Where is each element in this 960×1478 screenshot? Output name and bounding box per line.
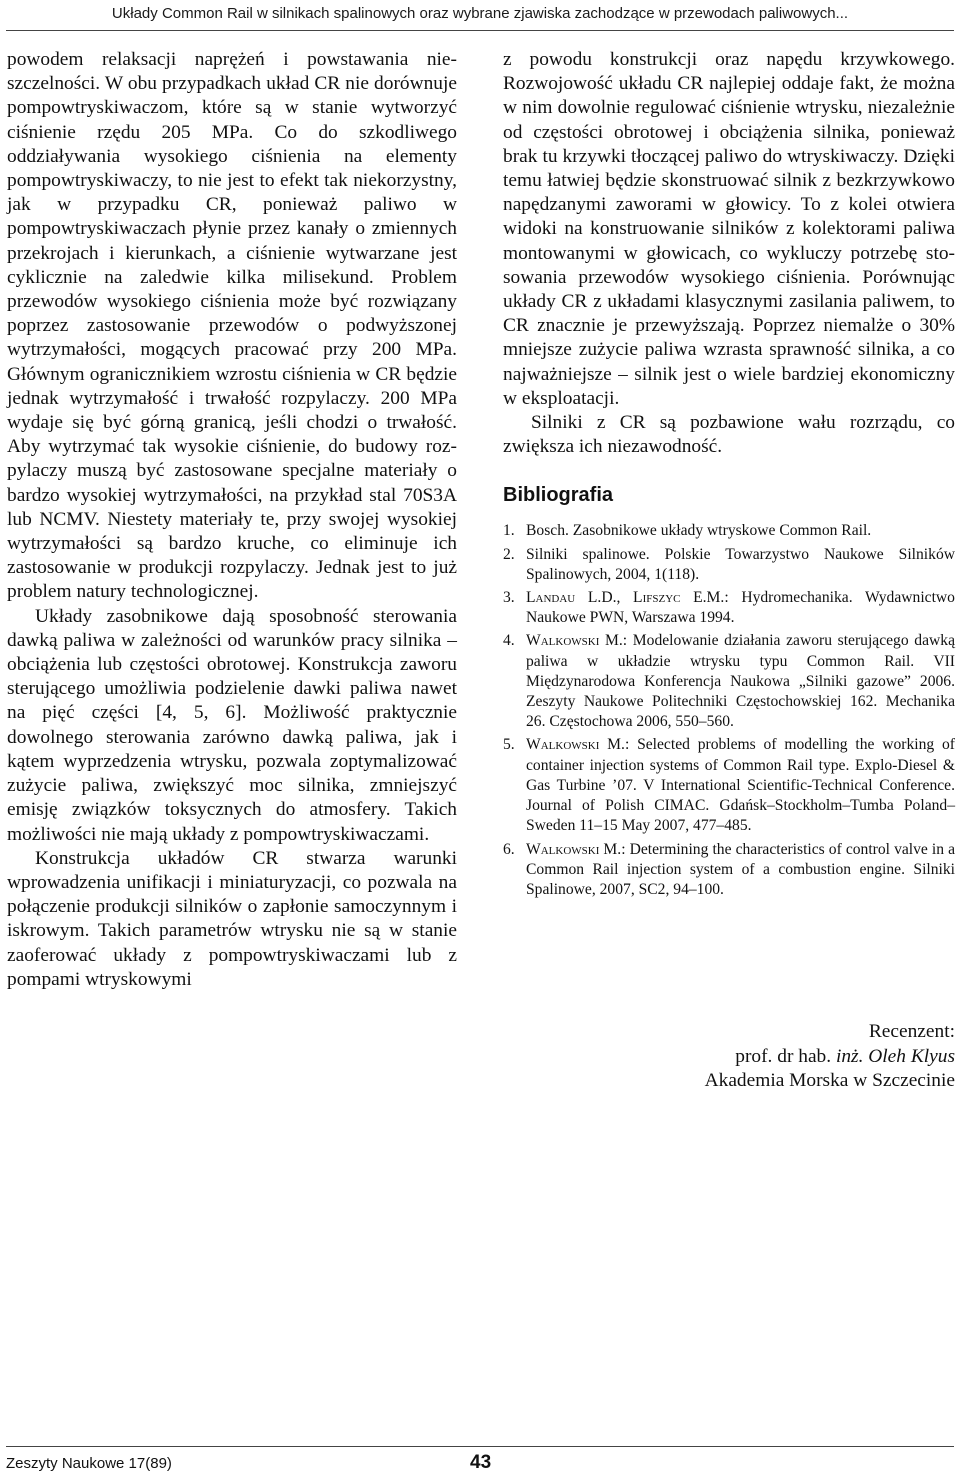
body-paragraph: Silniki z CR są pozbawione wału rozrządu, co zwiększa ich niezawodność. [503,412,955,458]
bibliography-item [503,588,955,628]
bibliography-text: : Hydromechanika. Wydawnictwo Naukowe PWN, Warszawa 1994. [526,589,955,627]
reviewer-affiliation: Akademia Morska w Szczecinie [704,1070,955,1091]
bibliography-author: Walkowski M. [526,840,622,858]
bibliography-item [503,735,955,836]
bibliography-list [503,521,955,900]
bibliography-item [503,545,955,585]
left-column [7,48,457,992]
bibliography-text: Silniki spalinowe. Polskie Towarzystwo Naukowe Silników Spalinowych, 2004, 1(118). [526,545,955,583]
bibliography-number: 4. [503,632,515,650]
reviewer-title: prof. dr hab. [735,1045,836,1067]
bibliography-text: Bosch. Zasobnikowe układy wtryskowe Common Rail. [526,522,872,540]
body-paragraph: Układy zasobnikowe dają sposobność sterowania dawką paliwa w zależności od warunków pracy silnika – obciążenia lub częstości obrotowej. Konstrukcja zaworu sterującego umożliwia podzielenie dawki paliwa nawet na pięć części [4, 5, 6]. Możliwość praktycznie dowolnego sterowania zarówno dawką paliwa, jak i kątem wyprzedzenia wtrysku, pozwala zoptymalizować zużycie paliwa, zwiększyć moc silnika, zmniejszyć emisję związków toksycznych do atmosfery. Takich możliwości nie mają układy z pompowtryskiwaczami. [7,605,457,845]
bibliography-item [503,521,955,541]
body-paragraph: Konstrukcja układów CR stwarza warunki wprowadzenia unifikacji i miniaturyzacji, co pozwala na połączenie produkcji silników o zapłonie samoczynnym i iskrowym. Takich parametrów wtrysku nie są w stanie zaoferować układy z pompowtryskiwaczami lub z pompami wtryskowymi [7,847,457,990]
right-column [503,48,955,903]
body-paragraph: powodem relaksacji naprężeń i powstawania nieszczelności. W obu przypadkach układ CR nie dorównuje pompowtryskiwaczom, które są w stanie wytworzyć ciśnienie rzędu 205 MPa. Co do szkodliwego oddziaływania wysokiego ciśnienia na elementy pompowtryskiwaczy, to nie jest to efekt tak niekorzystny, jak w przypadku CR, ponieważ paliwo w pompowtryskiwaczach płynie przez kanały o zmiennych przekrojach i kierunkach, a ciśnienie wytwarzane jest cyklicznie na zaledwie kilka milisekund. Problem przewodów wysokiego ciśnienia może być rozwiązany poprzez zastosowanie przewodów o podwyższonej wytrzymałości, mogących pracować przy 200 MPa. Głównym ogranicznikiem wzrostu ciśnienia w CR będzie jednak wytrzymałość i trwałość rozpylaczy. 200 MPa wydaje się być górną granicą, jeśli chodzi o trwałość. Aby wytrzymać tak wysokie ciśnienie, do budowy rozpylaczy muszą być zastosowane specjalne materiały o bardzo wysokiej wytrzymałości, na przykład stal 70S3A lub NCMV. Niestety materiały te, przy swojej wysokiej wytrzymałości są bardzo kruche, co eliminuje ich zastosowanie w produkcji rozpylaczy. Jednak jest to już problem natury technologicznej. [7,49,457,603]
body-paragraph: z powodu konstrukcji oraz napędu krzywkowego. Rozwojowość układu CR najlepiej oddaje fakt, że można w nim dowolnie regulować ciśnienie wtrysku, niezależnie od częstości obrotowej i obciążenia silnika, ponieważ brak tu krzywki tłoczącej paliwo do wtryskiwaczy. Dzięki temu łatwiej będzie skonstruować silnik z bezkrzywkowo napędzanymi zaworami w głowicy. To z kolei otwiera widoki na konstruowanie silników z kolektorami paliwa montowanymi w głowicach, co wykluczy potrzebę stosowania przewodów wysokiego ciśnienia. Porównując układy CR z układami klasycznymi zasilania paliwem, to CR znacznie je przewyższają. Poprzez niemalże o 30% mniejsze zużycie paliwa wzrasta sprawność silnika, a co najważniejsze – silnik jest o wiele bardziej ekonomiczny w eksploatacji. [503,49,955,409]
bibliography-item [503,631,955,732]
reviewer-label: Recenzent: [868,1021,955,1042]
bibliography-text: : Modelowanie działania zaworu sterującego dawką paliwa w układzie wtrysku typu Common Rail. VII Międzynarodowa Konferencja Naukowa „Silniki gazowe” 2006. Zeszyty Naukowe Politechniki Częstochowskiej 162. Mechanika 26. Częstochowa 2006, 550–560. [526,632,955,731]
bibliography-number: 3. [503,589,515,607]
bibliography-number: 1. [503,522,515,540]
bibliography-author: Walkowski M. [526,736,625,754]
bibliography-author: Landau L.D., Lifszyc E.M. [526,589,725,607]
bibliography-number: 5. [503,736,515,754]
bibliography-number: 6. [503,840,515,858]
reviewer-title-italic: inż. Oleh Klyus [835,1045,955,1067]
footer-divider [6,1446,954,1447]
bibliography-author: Walkowski M. [526,632,623,650]
page-number: 43 [470,1452,492,1473]
journal-footer: Zeszyty Naukowe 17(89) [6,1455,172,1472]
reviewer-name [600,1045,955,1070]
bibliography-text: : Selected problems of modelling the working of container injection systems of Common Rail type. Explo-Diesel & Gas Turbine ’07. V International Scientific-Technical Conference. Journal of Polish CIMAC. Gdańsk–Stockholm–Tumba Poland–Sweden 11–15 May 2007, 477–485. [526,736,955,835]
bibliography-item [503,840,955,901]
running-header: Układy Common Rail w silnikach spalinowych oraz wybrane zjawiska zachodzące w przewodach paliwowych... [111,5,849,22]
header-divider [6,30,954,31]
reviewer-block [600,1020,955,1094]
bibliography-text: : Determining the characteristics of control valve in a Common Rail injection system of a combustion engine. Silniki Spalinowe, 2007, SC2, 94–100. [526,840,955,898]
bibliography-heading: Bibliografia [503,484,614,507]
bibliography-number: 2. [503,545,515,563]
